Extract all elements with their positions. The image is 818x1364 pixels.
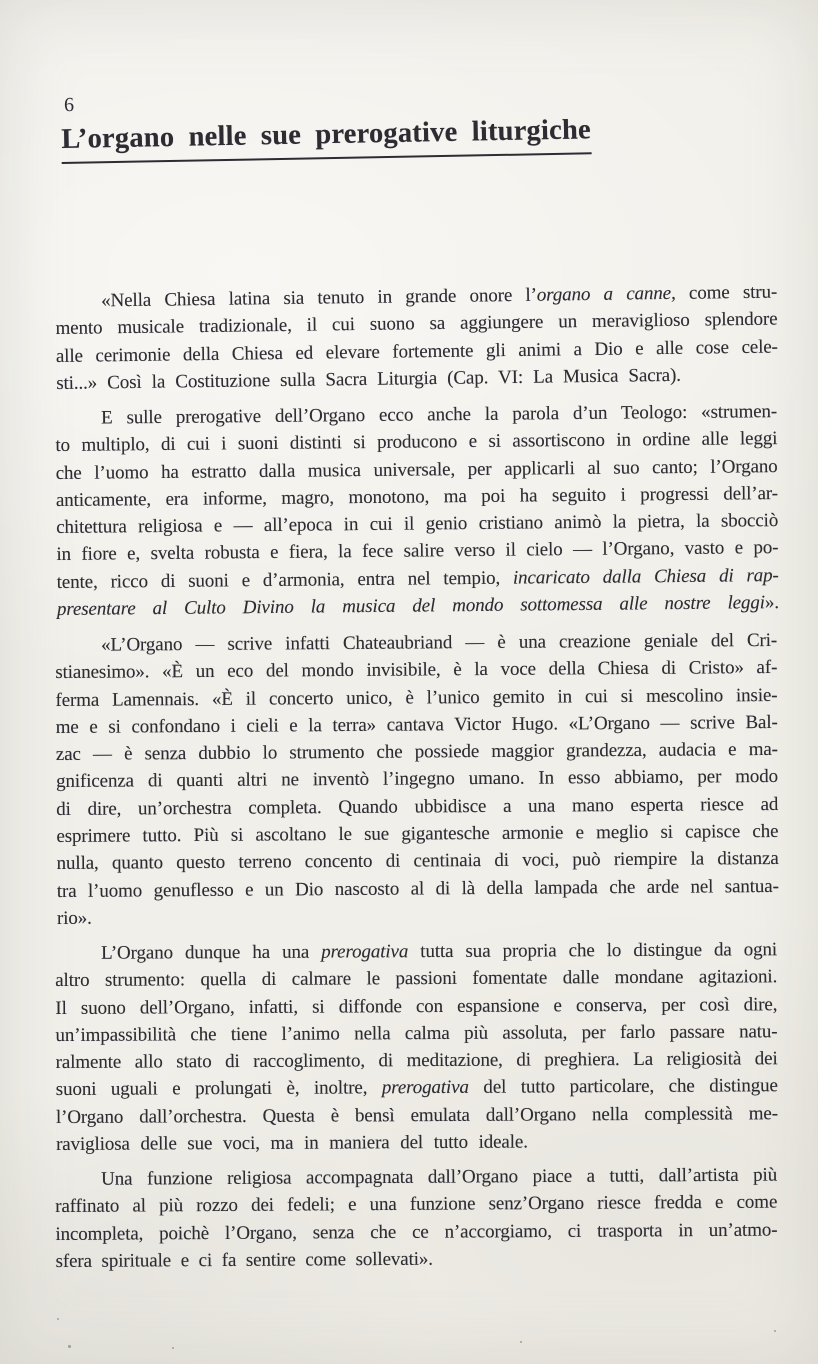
text-line xyxy=(55,1018,777,1049)
paragraph xyxy=(55,1162,778,1276)
text-segment: sfera spirituale e ci fa sentire come sollevati». xyxy=(55,1248,433,1273)
text-line xyxy=(56,1244,778,1276)
italic-text-segment: organo a canne, xyxy=(536,282,676,306)
text-segment: me e si confondano i cieli e la terra» cantava Victor Hugo. «L’Organo — scrive Bal- xyxy=(55,711,778,738)
text-segment: del tutto particolare, che distingue xyxy=(468,1075,778,1099)
scan-speck xyxy=(68,1345,71,1348)
text-segment: ». xyxy=(764,592,780,614)
text-line xyxy=(56,708,778,740)
text-segment: tutta sua propria che lo distingue da ogni xyxy=(408,939,778,962)
text-segment: E sulle prerogative dell’Organo ecco anche la parola d’un Teologo: «strumen- xyxy=(101,401,778,429)
italic-text-segment: presentare al Culto Divino la musica del mondo sottomessa alle nostre leggi xyxy=(56,592,766,621)
text-segment: rio». xyxy=(56,907,92,929)
text-line xyxy=(57,845,779,877)
text-segment: gnificenza di quanti altri ne inventò l’ingegno umano. In esso abbiamo, per modo xyxy=(55,766,779,793)
text-line xyxy=(55,963,777,994)
text-segment: sti...» Così la Costituzione sulla Sacra Liturgia (Cap. VI: La Musica Sacra). xyxy=(56,364,682,394)
text-segment: come stru- xyxy=(675,281,778,304)
scan-speck xyxy=(520,1341,522,1343)
italic-text-segment: incaricato dalla Chiesa di rap- xyxy=(512,565,779,589)
scan-speck xyxy=(57,1318,59,1320)
text-segment: Una funzione religiosa accompagnata dall’Organo piace a tutti, dall’artista più xyxy=(101,1164,778,1190)
page-number: 6 xyxy=(63,93,75,117)
text-segment: altro strumento: quella di calmare le passioni fomentate dalle mondane agitazioni. xyxy=(55,966,778,992)
chapter-title: L’organo nelle sue prerogative liturgiche xyxy=(61,114,591,164)
text-line xyxy=(57,872,779,904)
paragraph xyxy=(55,627,779,932)
text-segment: mento musicale tradizionale, il cui suono sa aggiungere un meraviglioso splendore xyxy=(55,308,778,340)
text-line xyxy=(56,1127,778,1158)
text-line xyxy=(56,1100,778,1131)
text-segment: suoni uguali e prolungati è, inoltre, xyxy=(55,1077,382,1101)
text-line xyxy=(55,991,777,1022)
text-line xyxy=(55,1189,777,1221)
text-segment: L’Organo dunque ha una xyxy=(101,941,322,964)
text-line xyxy=(56,1045,778,1076)
text-segment: tra l’uomo genuflesso e un Dio nascosto al di là della lampada che arde nel santua- xyxy=(56,875,779,902)
text-line xyxy=(55,1216,777,1248)
text-line xyxy=(56,1073,778,1104)
text-line xyxy=(56,763,778,795)
text-segment: ravigliosa delle sue voci, ma in maniera del tutto ideale. xyxy=(56,1131,528,1155)
scan-speck xyxy=(172,1347,174,1349)
text-segment: tente, ricco di suoni e d’armonia, entra nel tempio, xyxy=(56,567,514,593)
text-segment: ferma Lamennais. «È il concerto unico, è l’unico gemito in cui si mescolino insie- xyxy=(55,684,778,711)
chapter-title-block xyxy=(61,114,591,164)
text-line xyxy=(57,589,779,623)
italic-text-segment: prerogativa xyxy=(381,1077,469,1099)
text-segment: un’impassibilità che tiene l’animo nella calma più assoluta, per farlo passare natu- xyxy=(55,1020,778,1046)
text-line xyxy=(56,736,778,768)
text-segment: in fiore e, svelta robusta e fiera, la fece salire verso il cielo — l’Organo, vasto e po- xyxy=(56,537,779,566)
text-line xyxy=(56,790,778,822)
text-segment: «L’Organo — scrive infatti Chateaubriand — è una creazione geniale del Cri- xyxy=(101,629,778,656)
text-segment: raffinato al più rozzo dei fedeli; e una funzione senz’Organo riesce fredda e come xyxy=(55,1192,778,1218)
text-line xyxy=(56,818,778,850)
text-segment: ralmente allo stato di raccoglimento, di meditazione, di preghiera. La religiosità dei xyxy=(55,1048,778,1074)
text-line xyxy=(55,654,777,686)
text-segment: to multiplo, di cui i suoni distinti si producono e si assortiscono in ordine alle leggi xyxy=(55,428,778,457)
text-segment: chitettura religiosa e — all’epoca in cui il genio cristiano animò la pietra, la sbocciò xyxy=(56,510,779,539)
text-segment: Il suono dell’Organo, infatti, si diffonde con espansione e conserva, per così dire, xyxy=(55,993,778,1019)
text-segment: l’Organo dall’orchestra. Questa è bensì emulata dall’Organo nella complessità me- xyxy=(55,1102,778,1128)
text-segment: «Nella Chiesa latina sia tenuto in grande onore l’ xyxy=(101,284,537,312)
text-segment: incompleta, poichè l’Organo, senza che ce n’accorgiamo, ci trasporta in un’atmo- xyxy=(55,1219,778,1245)
scan-speck xyxy=(774,1330,776,1332)
paragraph xyxy=(55,936,778,1158)
text-line xyxy=(55,681,777,713)
text-segment: di dire, un’orchestra completa. Quando ubbidisce a una mano esperta riesce ad xyxy=(56,793,779,820)
text-segment: nulla, quanto questo terreno concento di centinaia di voci, può riempire la distanza xyxy=(56,847,779,874)
paragraph xyxy=(55,398,779,623)
text-line xyxy=(57,899,779,931)
text-line xyxy=(55,936,777,967)
page-body xyxy=(55,281,780,1283)
text-segment: zac — è senza dubbio lo strumento che possiede maggior grandezza, audacia e ma- xyxy=(55,738,778,765)
text-segment: stianesimo». «È un eco del mondo invisibile, è la voce della Chiesa di Cristo» af- xyxy=(55,656,778,683)
text-segment: anticamente, era informe, magro, monotono, ma poi ha seguito i progressi dell’ar- xyxy=(55,483,778,512)
italic-text-segment: prerogativa xyxy=(321,940,409,963)
paragraph xyxy=(55,279,778,398)
text-line xyxy=(55,627,777,659)
text-segment: esprimere tutto. Più si ascoltano le sue gigantesche armonie e meglio si capisce che xyxy=(56,820,779,847)
text-segment: che l’uomo ha estratto dalla musica universale, per applicarli al suo canto; l’Organo xyxy=(55,455,778,484)
text-segment: alle cerimonie della Chiesa ed elevare fortemente gli animi a Dio e alle cose cele- xyxy=(55,336,778,367)
